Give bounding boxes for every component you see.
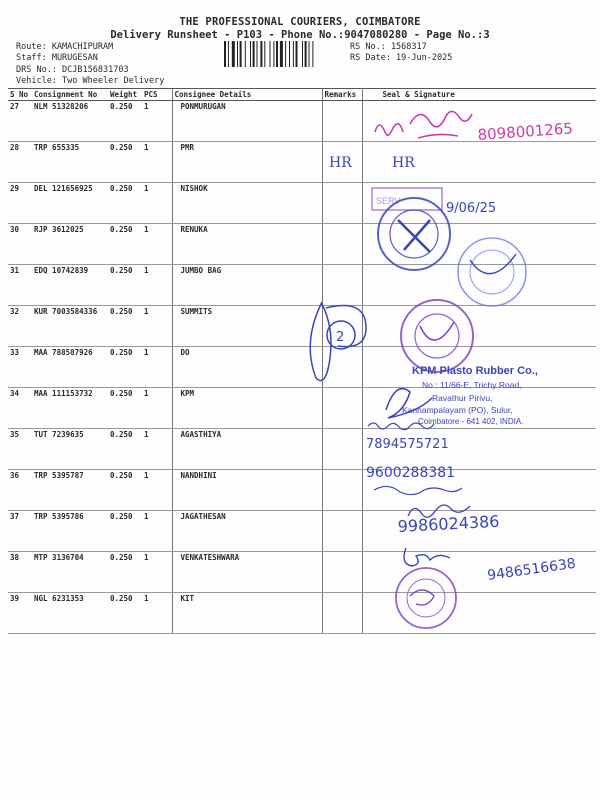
- row-pcs: 1: [142, 552, 172, 593]
- row-sno: 31: [8, 265, 32, 306]
- table-row: [8, 265, 596, 306]
- row-consignee: VENKATESHWARA: [172, 552, 322, 593]
- row-sno: 28: [8, 142, 32, 183]
- row-consignee: NISHOK: [172, 183, 322, 224]
- table-row: [8, 142, 596, 183]
- vehicle-label: Vehicle: Two Wheeler Delivery: [16, 76, 165, 86]
- row-remarks: [322, 101, 362, 142]
- remarks-hr: HR: [329, 155, 352, 171]
- header-sno: S No: [8, 89, 32, 101]
- row-remarks: [322, 388, 362, 429]
- row-weight: 0.250: [108, 265, 142, 306]
- row-consignment: TUT 7239635: [32, 429, 108, 470]
- table-header-row: [8, 89, 596, 101]
- svg-text:SERV: SERV: [376, 196, 401, 206]
- row-pcs: 1: [142, 183, 172, 224]
- row-consignment: NGL 6231353: [32, 593, 108, 634]
- row-remarks: [322, 265, 362, 306]
- row-seal-signature: [362, 265, 596, 306]
- row-consignment: RJP 3612025: [32, 224, 108, 265]
- row-consignment: NLM 51328206: [32, 101, 108, 142]
- row-consignment: EDQ 10742839: [32, 265, 108, 306]
- row-weight: 0.250: [108, 511, 142, 552]
- row-remarks: [322, 224, 362, 265]
- phone-row27: 8098001265: [477, 119, 574, 144]
- row-weight: 0.250: [108, 142, 142, 183]
- row-remarks: [322, 429, 362, 470]
- row-seal-signature: [362, 552, 596, 593]
- row-seal-signature: [362, 306, 596, 347]
- row-seal-signature: [362, 224, 596, 265]
- row-seal-signature: [362, 593, 596, 634]
- row-pcs: 1: [142, 347, 172, 388]
- table-row: [8, 429, 596, 470]
- row-seal-signature: [362, 101, 596, 142]
- drs-label: DRS No.: DCJB156831703: [16, 65, 129, 75]
- table-row: [8, 470, 596, 511]
- row-sno: 29: [8, 183, 32, 224]
- row-weight: 0.250: [108, 306, 142, 347]
- row-weight: 0.250: [108, 593, 142, 634]
- kpm-stamp-addr4: Coimbatore - 641 402, INDIA.: [418, 417, 524, 426]
- table-row: [8, 511, 596, 552]
- header-consignee: Consignee Details: [172, 89, 322, 101]
- row-seal-signature: [362, 429, 596, 470]
- row-remarks: [322, 593, 362, 634]
- row-pcs: 1: [142, 429, 172, 470]
- header-remarks: Remarks: [322, 89, 362, 101]
- row-consignee: KPM: [172, 388, 322, 429]
- row-pcs: 1: [142, 306, 172, 347]
- row-consignment: MTP 3136704: [32, 552, 108, 593]
- header-weight: Weight: [108, 89, 142, 101]
- row-remarks: [322, 511, 362, 552]
- row-remarks: [322, 347, 362, 388]
- row-sno: 37: [8, 511, 32, 552]
- row-pcs: 1: [142, 142, 172, 183]
- date-row29: 9/06/25: [446, 201, 497, 216]
- barcode: [224, 41, 342, 67]
- row-pcs: 1: [142, 388, 172, 429]
- row-weight: 0.250: [108, 470, 142, 511]
- row-pcs: 1: [142, 265, 172, 306]
- circled-number: 2: [336, 330, 345, 345]
- row-consignment: MAA 111153732: [32, 388, 108, 429]
- row-consignee: NANDHINI: [172, 470, 322, 511]
- row-sno: 35: [8, 429, 32, 470]
- row-remarks: [322, 552, 362, 593]
- row-sno: 32: [8, 306, 32, 347]
- table-row: [8, 552, 596, 593]
- row-remarks: [322, 306, 362, 347]
- row-consignee: AGASTHIYA: [172, 429, 322, 470]
- row-pcs: 1: [142, 224, 172, 265]
- row-pcs: 1: [142, 101, 172, 142]
- row-sno: 27: [8, 101, 32, 142]
- header-consignment: Consignment No: [32, 89, 108, 101]
- row-sno: 38: [8, 552, 32, 593]
- phone-row37: 9986024386: [397, 511, 500, 536]
- row-consignee: PMR: [172, 142, 322, 183]
- row-seal-signature: [362, 511, 596, 552]
- row-pcs: 1: [142, 470, 172, 511]
- row-consignee: PONMURUGAN: [172, 101, 322, 142]
- row-consignee: JAGATHESAN: [172, 511, 322, 552]
- row-weight: 0.250: [108, 101, 142, 142]
- phone-row35: 7894575721: [366, 437, 449, 452]
- staff-label: Staff: MURUGESAN: [16, 53, 98, 63]
- kpm-stamp-addr1: No : 11/66-E, Trichy Road,: [422, 380, 522, 390]
- row-consignment: TRP 5395786: [32, 511, 108, 552]
- row-weight: 0.250: [108, 347, 142, 388]
- row-weight: 0.250: [108, 224, 142, 265]
- rs-number: RS No.: 1568317: [350, 42, 427, 52]
- header-seal: Seal & Signature: [362, 89, 596, 101]
- row-consignment: KUR 7003584336: [32, 306, 108, 347]
- row-sno: 30: [8, 224, 32, 265]
- row-consignee: SUMMITS: [172, 306, 322, 347]
- row-consignment: DEL 121656925: [32, 183, 108, 224]
- row-remarks: [322, 183, 362, 224]
- row-sno: 34: [8, 388, 32, 429]
- row-consignee: KIT: [172, 593, 322, 634]
- row-weight: 0.250: [108, 552, 142, 593]
- kpm-stamp-addr2: Ravathur Pirivu,: [432, 393, 493, 403]
- row-consignee: RENUKA: [172, 224, 322, 265]
- row-consignee: JUMBO BAG: [172, 265, 322, 306]
- seal-hr: HR: [392, 155, 415, 171]
- kpm-stamp-addr3: Kannampalayam (PO), Sulur,: [402, 405, 513, 415]
- row-pcs: 1: [142, 511, 172, 552]
- row-sno: 39: [8, 593, 32, 634]
- row-sno: 33: [8, 347, 32, 388]
- runsheet-table: [8, 88, 596, 634]
- row-weight: 0.250: [108, 183, 142, 224]
- phone-row36: 9600288381: [366, 465, 456, 481]
- row-seal-signature: [362, 183, 596, 224]
- rs-date: RS Date: 19-Jun-2025: [350, 53, 453, 63]
- row-consignment: MAA 788587926: [32, 347, 108, 388]
- phone-row38: 9486516638: [486, 555, 577, 584]
- route-label: Route: KAMACHIPURAM: [16, 42, 114, 52]
- row-consignee: DO: [172, 347, 322, 388]
- row-sno: 36: [8, 470, 32, 511]
- company-title: THE PROFESSIONAL COURIERS, COIMBATORE: [179, 16, 421, 28]
- table-row: [8, 306, 596, 347]
- row-pcs: 1: [142, 593, 172, 634]
- table-row: [8, 101, 596, 142]
- row-weight: 0.250: [108, 429, 142, 470]
- table-row: [8, 183, 596, 224]
- row-weight: 0.250: [108, 388, 142, 429]
- row-consignment: TRP 655335: [32, 142, 108, 183]
- row-consignment: TRP 5395787: [32, 470, 108, 511]
- row-remarks: [322, 142, 362, 183]
- header-pcs: PCS: [142, 89, 172, 101]
- runsheet-subtitle: Delivery Runsheet - P103 - Phone No.:9047080280 - Page No.:3: [110, 29, 490, 41]
- row-remarks: [322, 470, 362, 511]
- table-row: [8, 224, 596, 265]
- kpm-stamp-name: KPM Plasto Rubber Co.,: [412, 365, 538, 377]
- row-seal-signature: [362, 470, 596, 511]
- row-seal-signature: [362, 142, 596, 183]
- table-row: [8, 593, 596, 634]
